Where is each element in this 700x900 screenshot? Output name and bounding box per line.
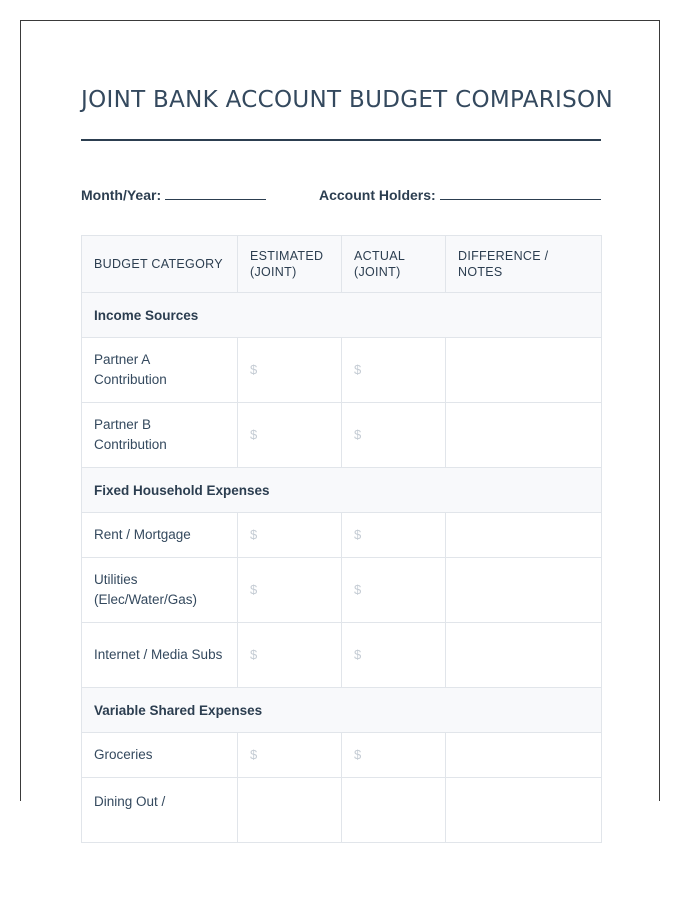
header-difference-notes: DIFFERENCE / NOTES <box>446 236 602 293</box>
header-actual: ACTUAL (JOINT) <box>342 236 446 293</box>
dollar-placeholder: $ <box>354 582 362 597</box>
table-row <box>82 733 602 778</box>
notes-cell[interactable] <box>446 623 602 688</box>
notes-cell[interactable] <box>446 778 602 843</box>
notes-cell[interactable] <box>446 733 602 778</box>
table-header-row <box>82 236 602 293</box>
dollar-placeholder: $ <box>354 427 362 442</box>
section-row-fixed <box>82 468 602 513</box>
category-label: Internet / Media Subs <box>82 623 238 688</box>
actual-cell[interactable] <box>342 733 446 778</box>
document-page <box>20 20 660 809</box>
table-row <box>82 623 602 688</box>
dollar-placeholder: $ <box>354 647 362 662</box>
category-label: Partner A Contribution <box>82 338 238 403</box>
section-row-variable <box>82 688 602 733</box>
estimated-cell[interactable] <box>238 733 342 778</box>
dollar-placeholder: $ <box>250 582 258 597</box>
table-row <box>82 338 602 403</box>
budget-table <box>81 235 602 843</box>
month-year-label: Month/Year: <box>81 187 162 203</box>
section-row-income <box>82 293 602 338</box>
dollar-placeholder: $ <box>354 527 362 542</box>
table-row <box>82 558 602 623</box>
estimated-cell[interactable] <box>238 338 342 403</box>
actual-cell[interactable] <box>342 513 446 558</box>
dollar-placeholder: $ <box>250 747 258 762</box>
category-label: Partner B Contribution <box>82 403 238 468</box>
estimated-cell[interactable] <box>238 558 342 623</box>
dollar-placeholder: $ <box>354 747 362 762</box>
table-row <box>82 778 602 843</box>
estimated-cell[interactable] <box>238 403 342 468</box>
notes-cell[interactable] <box>446 338 602 403</box>
dollar-placeholder: $ <box>250 527 258 542</box>
meta-fields <box>81 185 601 205</box>
dollar-placeholder: $ <box>250 427 258 442</box>
header-estimated: ESTIMATED (JOINT) <box>238 236 342 293</box>
estimated-cell[interactable] <box>238 623 342 688</box>
estimated-cell[interactable] <box>238 513 342 558</box>
section-label: Income Sources <box>82 293 602 338</box>
category-label: Rent / Mortgage <box>82 513 238 558</box>
dollar-placeholder: $ <box>354 362 362 377</box>
document-title: JOINT BANK ACCOUNT BUDGET COMPARISON <box>81 87 613 113</box>
section-label: Fixed Household Expenses <box>82 468 602 513</box>
month-year-field[interactable] <box>81 185 266 203</box>
actual-cell[interactable] <box>342 338 446 403</box>
dollar-placeholder: $ <box>250 362 258 377</box>
account-holders-field[interactable] <box>319 185 601 203</box>
actual-cell[interactable] <box>342 558 446 623</box>
month-year-blank-line[interactable] <box>165 185 266 200</box>
notes-cell[interactable] <box>446 513 602 558</box>
table-row <box>82 513 602 558</box>
actual-cell[interactable] <box>342 403 446 468</box>
title-divider <box>81 139 601 141</box>
category-label: Groceries <box>82 733 238 778</box>
notes-cell[interactable] <box>446 403 602 468</box>
actual-cell[interactable] <box>342 623 446 688</box>
table-row <box>82 403 602 468</box>
account-holders-blank-line[interactable] <box>440 185 601 200</box>
notes-cell[interactable] <box>446 558 602 623</box>
actual-cell[interactable] <box>342 778 446 843</box>
account-holders-label: Account Holders: <box>319 187 436 203</box>
dollar-placeholder: $ <box>250 647 258 662</box>
category-label: Dining Out / <box>82 778 238 843</box>
category-label: Utilities (Elec/Water/Gas) <box>82 558 238 623</box>
section-label: Variable Shared Expenses <box>82 688 602 733</box>
estimated-cell[interactable] <box>238 778 342 843</box>
header-budget-category: BUDGET CATEGORY <box>82 236 238 293</box>
